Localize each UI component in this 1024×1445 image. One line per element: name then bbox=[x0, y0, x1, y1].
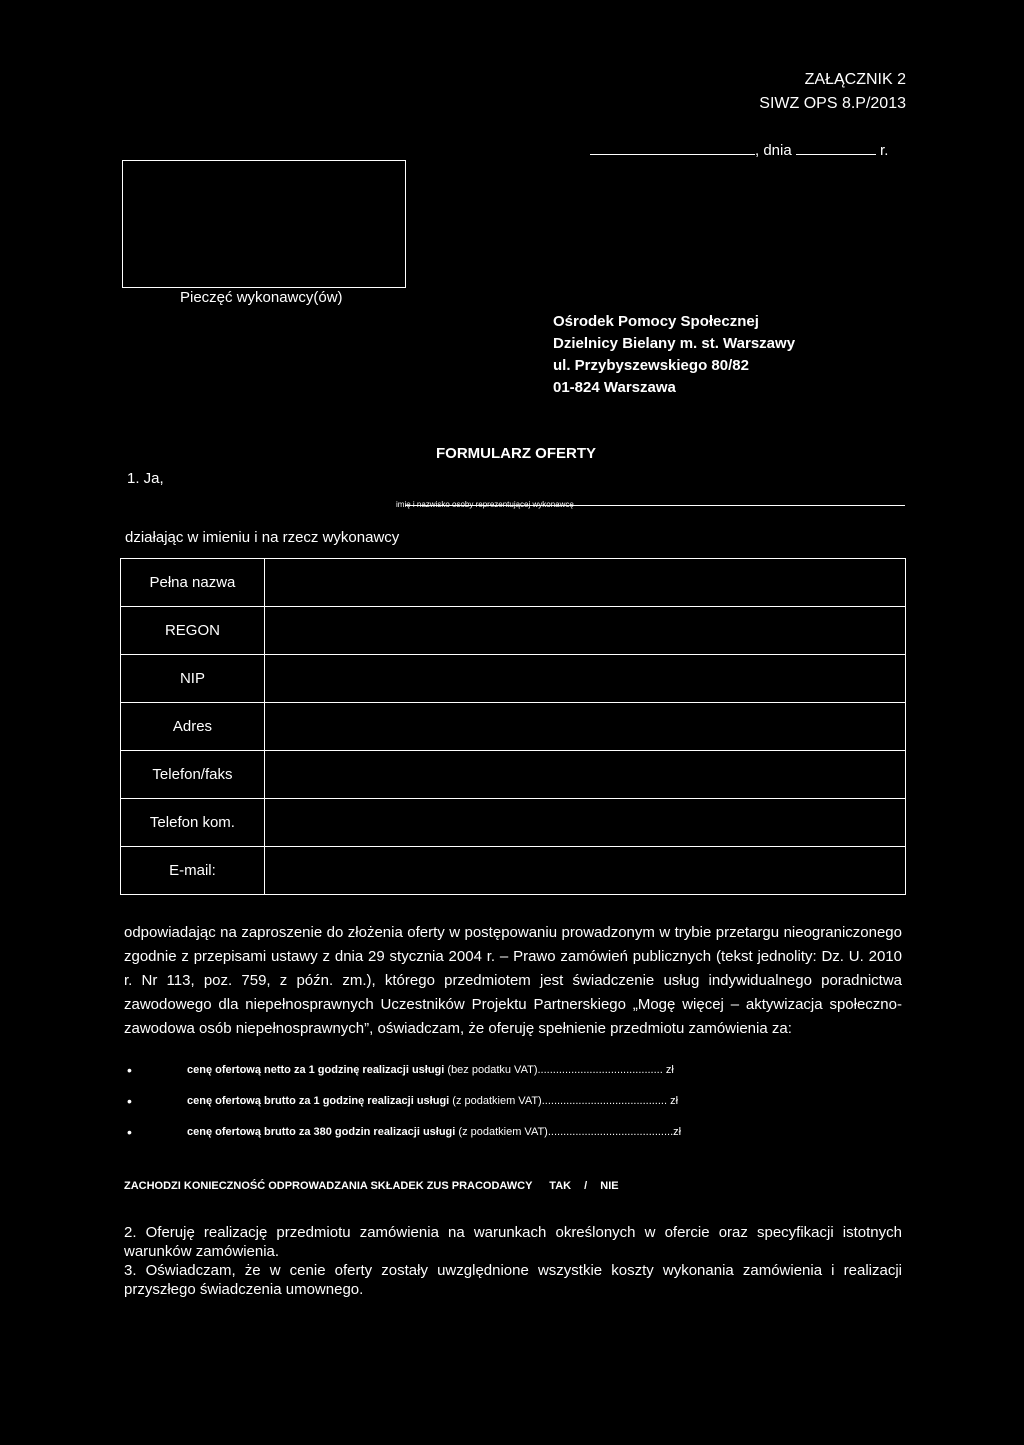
table-row bbox=[121, 703, 906, 751]
zus-question bbox=[124, 1180, 619, 1192]
price-blank[interactable]: (z podatkiem VAT).........................................zł bbox=[455, 1126, 682, 1138]
price-blank[interactable]: (bez podatku VAT)......................................... zł bbox=[444, 1064, 674, 1076]
table-row bbox=[121, 799, 906, 847]
attachment-number: ZAŁĄCZNIK 2 bbox=[804, 71, 906, 88]
place-blank[interactable] bbox=[590, 140, 755, 155]
date-suffix: r. bbox=[880, 142, 889, 159]
price-blank[interactable]: (z podatkiem VAT)......................................... zł bbox=[449, 1095, 679, 1107]
recipient-line: Dzielnicy Bielany m. st. Warszawy bbox=[553, 335, 796, 352]
recipient-line: ul. Przybyszewskiego 80/82 bbox=[553, 357, 749, 374]
nip-field[interactable] bbox=[264, 655, 905, 703]
table-row bbox=[121, 559, 906, 607]
address-field[interactable] bbox=[264, 703, 905, 751]
date-blank[interactable] bbox=[796, 140, 876, 155]
price-label: cenę ofertową brutto za 1 godzinę realizacji usługi bbox=[187, 1095, 450, 1107]
row-label-email: E-mail: bbox=[121, 847, 265, 895]
price-label: cenę ofertową netto za 1 godzinę realizacji usługi bbox=[187, 1064, 445, 1076]
row-label-regon: REGON bbox=[121, 607, 265, 655]
email-field[interactable] bbox=[264, 847, 905, 895]
list-item bbox=[124, 1062, 764, 1093]
full-name-field[interactable] bbox=[264, 559, 905, 607]
mobile-field[interactable] bbox=[264, 799, 905, 847]
recipient-line: Ośrodek Pomocy Społecznej bbox=[553, 313, 759, 330]
item-1-label: 1. Ja, bbox=[127, 470, 164, 487]
statements bbox=[124, 1223, 902, 1299]
contractor-table bbox=[120, 558, 906, 895]
regon-field[interactable] bbox=[264, 607, 905, 655]
representative-name-hint: imię i nazwisko osoby reprezentującej wykonawcę bbox=[396, 500, 574, 509]
table-row bbox=[121, 847, 906, 895]
list-item bbox=[124, 1124, 764, 1155]
stamp-label: Pieczęć wykonawcy(ów) bbox=[180, 289, 343, 306]
price-list bbox=[124, 1062, 764, 1155]
recipient-address bbox=[553, 311, 795, 399]
row-label-full-name: Pełna nazwa bbox=[121, 559, 265, 607]
acting-on-behalf-text: działając w imieniu i na rzecz wykonawcy bbox=[125, 529, 400, 546]
price-label: cenę ofertową brutto za 380 godzin realizacji usługi bbox=[187, 1126, 456, 1138]
attachment-header bbox=[759, 68, 906, 116]
form-title: FORMULARZ OFERTY bbox=[436, 445, 596, 462]
row-label-nip: NIP bbox=[121, 655, 265, 703]
statement-3: 3. Oświadczam, że w cenie oferty zostały uwzględnione wszystkie koszty wykonania zamówienia i realizacji przyszłego świadczenia umownego. bbox=[124, 1262, 902, 1298]
zus-separator: / bbox=[584, 1180, 588, 1192]
bullet-icon: • bbox=[127, 1062, 132, 1078]
table-row bbox=[121, 751, 906, 799]
phone-fax-field[interactable] bbox=[264, 751, 905, 799]
statement-2: 2. Oferuję realizację przedmiotu zamówienia na warunkach określonych w ofercie oraz specyfikacji istotnych warunków zamówienia. bbox=[124, 1224, 902, 1260]
reference-number: SIWZ OPS 8.P/2013 bbox=[759, 95, 906, 112]
date-line: , dnia r. bbox=[590, 140, 908, 160]
zus-label: ZACHODZI KONIECZNOŚĆ ODPROWADZANIA SKŁADEK ZUS PRACODAWCY bbox=[124, 1180, 533, 1192]
row-label-phone-fax: Telefon/faks bbox=[121, 751, 265, 799]
row-label-mobile: Telefon kom. bbox=[121, 799, 265, 847]
table-row bbox=[121, 655, 906, 703]
list-item bbox=[124, 1093, 764, 1124]
row-label-address: Adres bbox=[121, 703, 265, 751]
zus-option-yes[interactable]: TAK bbox=[549, 1180, 572, 1192]
zus-option-no[interactable]: NIE bbox=[600, 1180, 619, 1192]
table-row bbox=[121, 607, 906, 655]
date-word: dnia bbox=[763, 142, 792, 159]
offer-paragraph: odpowiadając na zaproszenie do złożenia oferty w postępowaniu prowadzonym w trybie przetargu nieograniczonego zgodnie z przepisami ustawy z dnia 29 stycznia 2004 r. – Prawo zamówień publicznych (tekst jednolity: Dz. U. 2010 r. Nr 113, poz. 759, z późn. zm.), którego przedmiotem jest świadczenie usług indywidualnego poradnictwa zawodowego dla niepełnosprawnych Uczestników Projektu Partnerskiego „Mogę więcej – aktywizacja społeczno-zawodowa osób niepełnosprawnych”, oświadczam, że oferuję spełnienie przedmiotu zamówienia za: bbox=[124, 924, 902, 1037]
bullet-icon: • bbox=[127, 1093, 132, 1109]
stamp-box bbox=[122, 160, 406, 288]
recipient-line: 01-824 Warszawa bbox=[553, 379, 676, 396]
bullet-icon: • bbox=[127, 1124, 132, 1140]
